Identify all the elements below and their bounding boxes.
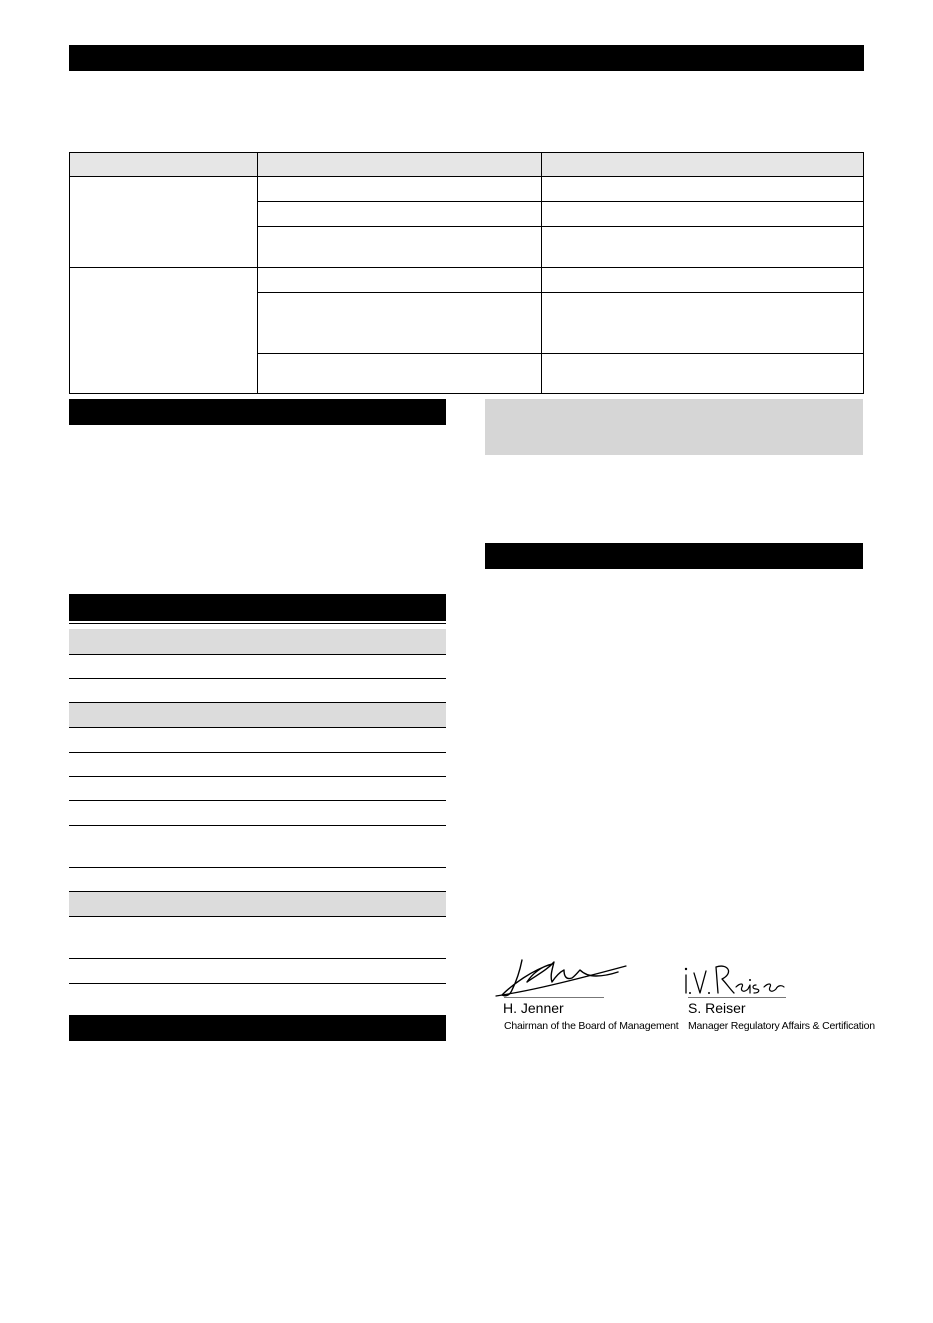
signatory-role-right: Manager Regulatory Affairs & Certification: [688, 1020, 875, 1032]
section-header-bar-specs: [69, 594, 446, 621]
spec-row: [69, 959, 446, 984]
signatory-role-left: Chairman of the Board of Management: [504, 1020, 679, 1032]
table-row: [258, 177, 863, 201]
table-row: [258, 268, 863, 292]
note-box: [485, 399, 863, 455]
signatory-name-right: S. Reiser: [688, 1000, 746, 1016]
spec-row: [69, 801, 446, 826]
section-header-bar-right: [485, 543, 863, 569]
spec-row: [69, 679, 446, 703]
spec-row: [69, 753, 446, 777]
table-row: [258, 227, 863, 267]
table-row: [258, 202, 863, 226]
table-row: [258, 293, 863, 353]
table-header-row: [70, 153, 863, 176]
signature-reiser-image: [678, 955, 798, 1000]
signature-line-left: [504, 997, 604, 998]
spec-group-row: [69, 703, 446, 728]
spec-row: [69, 868, 446, 892]
signatory-name-left: H. Jenner: [503, 1000, 564, 1016]
spec-row: [69, 826, 446, 868]
spec-row: [69, 917, 446, 959]
section-header-bar-left-1: [69, 399, 446, 425]
signature-jenner-image: [492, 940, 632, 1000]
spec-row: [69, 777, 446, 801]
table-row: [258, 354, 863, 393]
specs-top-rule: [69, 623, 446, 624]
section-header-bar-top: [69, 45, 864, 71]
spec-group-row: [69, 892, 446, 917]
spec-group-row: [69, 629, 446, 655]
spec-row: [69, 655, 446, 679]
signature-line-right: [688, 997, 786, 998]
section-header-bar-left-2: [69, 1015, 446, 1041]
spec-row: [69, 728, 446, 753]
troubleshooting-table: [69, 152, 864, 394]
